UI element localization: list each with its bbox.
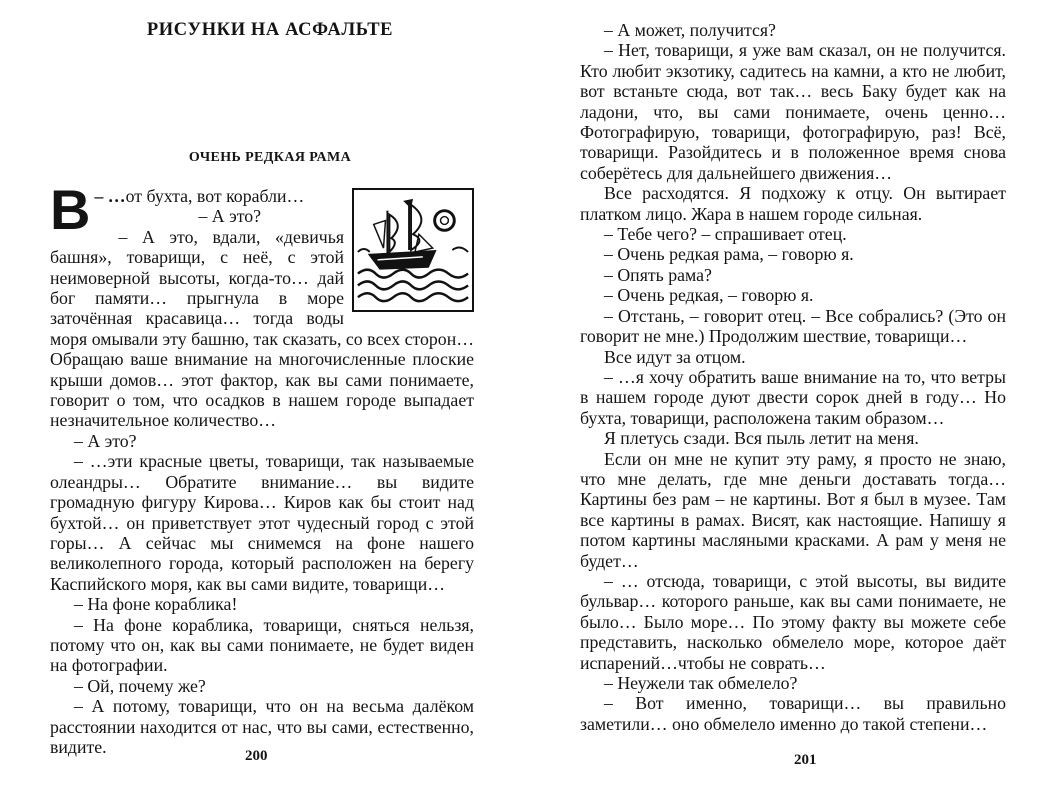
ship-illustration bbox=[352, 188, 474, 312]
right-body-text bbox=[580, 20, 1006, 734]
paragraph: Все идут за отцом. bbox=[604, 346, 746, 367]
paragraph: – Очень редкая, – говорю я. bbox=[604, 285, 814, 306]
paragraph: – Очень редкая рама, – говорю я. bbox=[604, 244, 854, 265]
paragraph: – …я хочу обратить ваше внимание на то, что ветры в нашем городе дуют двести сорок дней в году… Но бухта, товарищи, расположена таким образом… bbox=[580, 366, 1006, 428]
chapter-header: РИСУНКИ НА АСФАЛЬТЕ bbox=[146, 20, 394, 40]
paragraph: – Нет, товарищи, я уже вам сказал, он не получится. Кто любит экзотику, садитесь на камни, а кто не любит, вот встаньте сюда, вот так… весь Баку будет как на ладони, что, вы сами понимаете, очень ценно… Фотографирую, товарищи, фотографирую, раз! Всё, товарищи. Разойдитесь и в положенное время снова соберётесь для дальнейшего движения… bbox=[580, 40, 1006, 183]
paragraph: – А это, вдали, «девичья башня», товарищи, с неё, с этой неимоверной высоты, когда-то… дай бог памяти… прыгнула в море заточённая красавица… тогда воды моря омывали эту башню, так сказать, со всех сторон… Обращаю ваше внимание на многочисленные плоские крыши домов… этот фактор, как вы сами понимаете, говорит о том, что осадков в нашем городе выпадает незначительное количество… bbox=[50, 226, 474, 431]
left-body-text bbox=[50, 178, 474, 757]
paragraph: – …эти красные цветы, товарищи, так называемые олеандры… Обратите внимание… вы видите громадную фигуру Кирова… Киров как бы стоит над бухтой… он приветствует этот чудесный город с этой горы… А сейчас мы снимемся на фоне нашего великолепного города, который расположен на берегу Каспийского моря, как вы сами видите, товарищи… bbox=[50, 451, 474, 594]
paragraph: – На фоне кораблика! bbox=[74, 594, 238, 615]
paragraph: – А потому, товарищи, что он на весьма далёком расстоянии находится от нас, что вы сами, естественно, видите. bbox=[50, 696, 474, 757]
drop-cap: В bbox=[50, 178, 91, 241]
paragraph: – А может, получится? bbox=[604, 20, 776, 40]
paragraph: Я плетусь сзади. Вся пыль летит на меня. bbox=[604, 428, 919, 449]
paragraph: – А это? bbox=[198, 206, 262, 227]
paragraph: – Отстань, – говорит отец. – Все собрались? (Это он говорит не мне.) Продолжим шествие, товарищи… bbox=[580, 305, 1006, 347]
paragraph: – Ой, почему же? bbox=[74, 675, 206, 696]
opening-prefix: – … bbox=[94, 186, 126, 206]
paragraph: Если он мне не купит эту раму, я просто не знаю, что мне делать, где мне деньги доставать тогда… Картины без рам – не картины. Вот я был в музее. Там все картины в рамах. Висят, как настоящие. Напишу я потом картины масляными красками. А рам у меня не будет… bbox=[580, 448, 1006, 571]
paragraph: – Опять рама? bbox=[604, 264, 712, 285]
story-title: ОЧЕНЬ РЕДКАЯ РАМА bbox=[188, 150, 352, 165]
paragraph: Все расходятся. Я подхожу к отцу. Он вытирает платком лицо. Жара в нашем городе сильная. bbox=[580, 183, 1006, 224]
paragraph: – Тебе чего? – спрашивает отец. bbox=[604, 224, 847, 245]
paragraph: – Вот именно, товарищи… вы правильно заметили… оно обмелело именно до такой степени… bbox=[580, 693, 1006, 734]
paragraph: – А это? bbox=[74, 430, 137, 451]
paragraph: – На фоне кораблика, товарищи, сняться нельзя, потому что он, как вы сами понимаете, не будет виден на фотографии. bbox=[50, 614, 474, 676]
paragraph: – … отсюда, товарищи, с этой высоты, вы видите бульвар… которого раньше, как вы сами понимаете, не было… Было море… По этому факту вы можете себе представить, насколько обмелело море, которое даёт испарений…чтобы не соврать… bbox=[580, 570, 1006, 673]
page-number-left: 200 bbox=[245, 748, 268, 764]
page-number-right: 201 bbox=[794, 752, 817, 768]
paragraph: – Неужели так обмелело? bbox=[604, 673, 798, 693]
opening-rest: от бухта, вот корабли… bbox=[125, 186, 305, 206]
